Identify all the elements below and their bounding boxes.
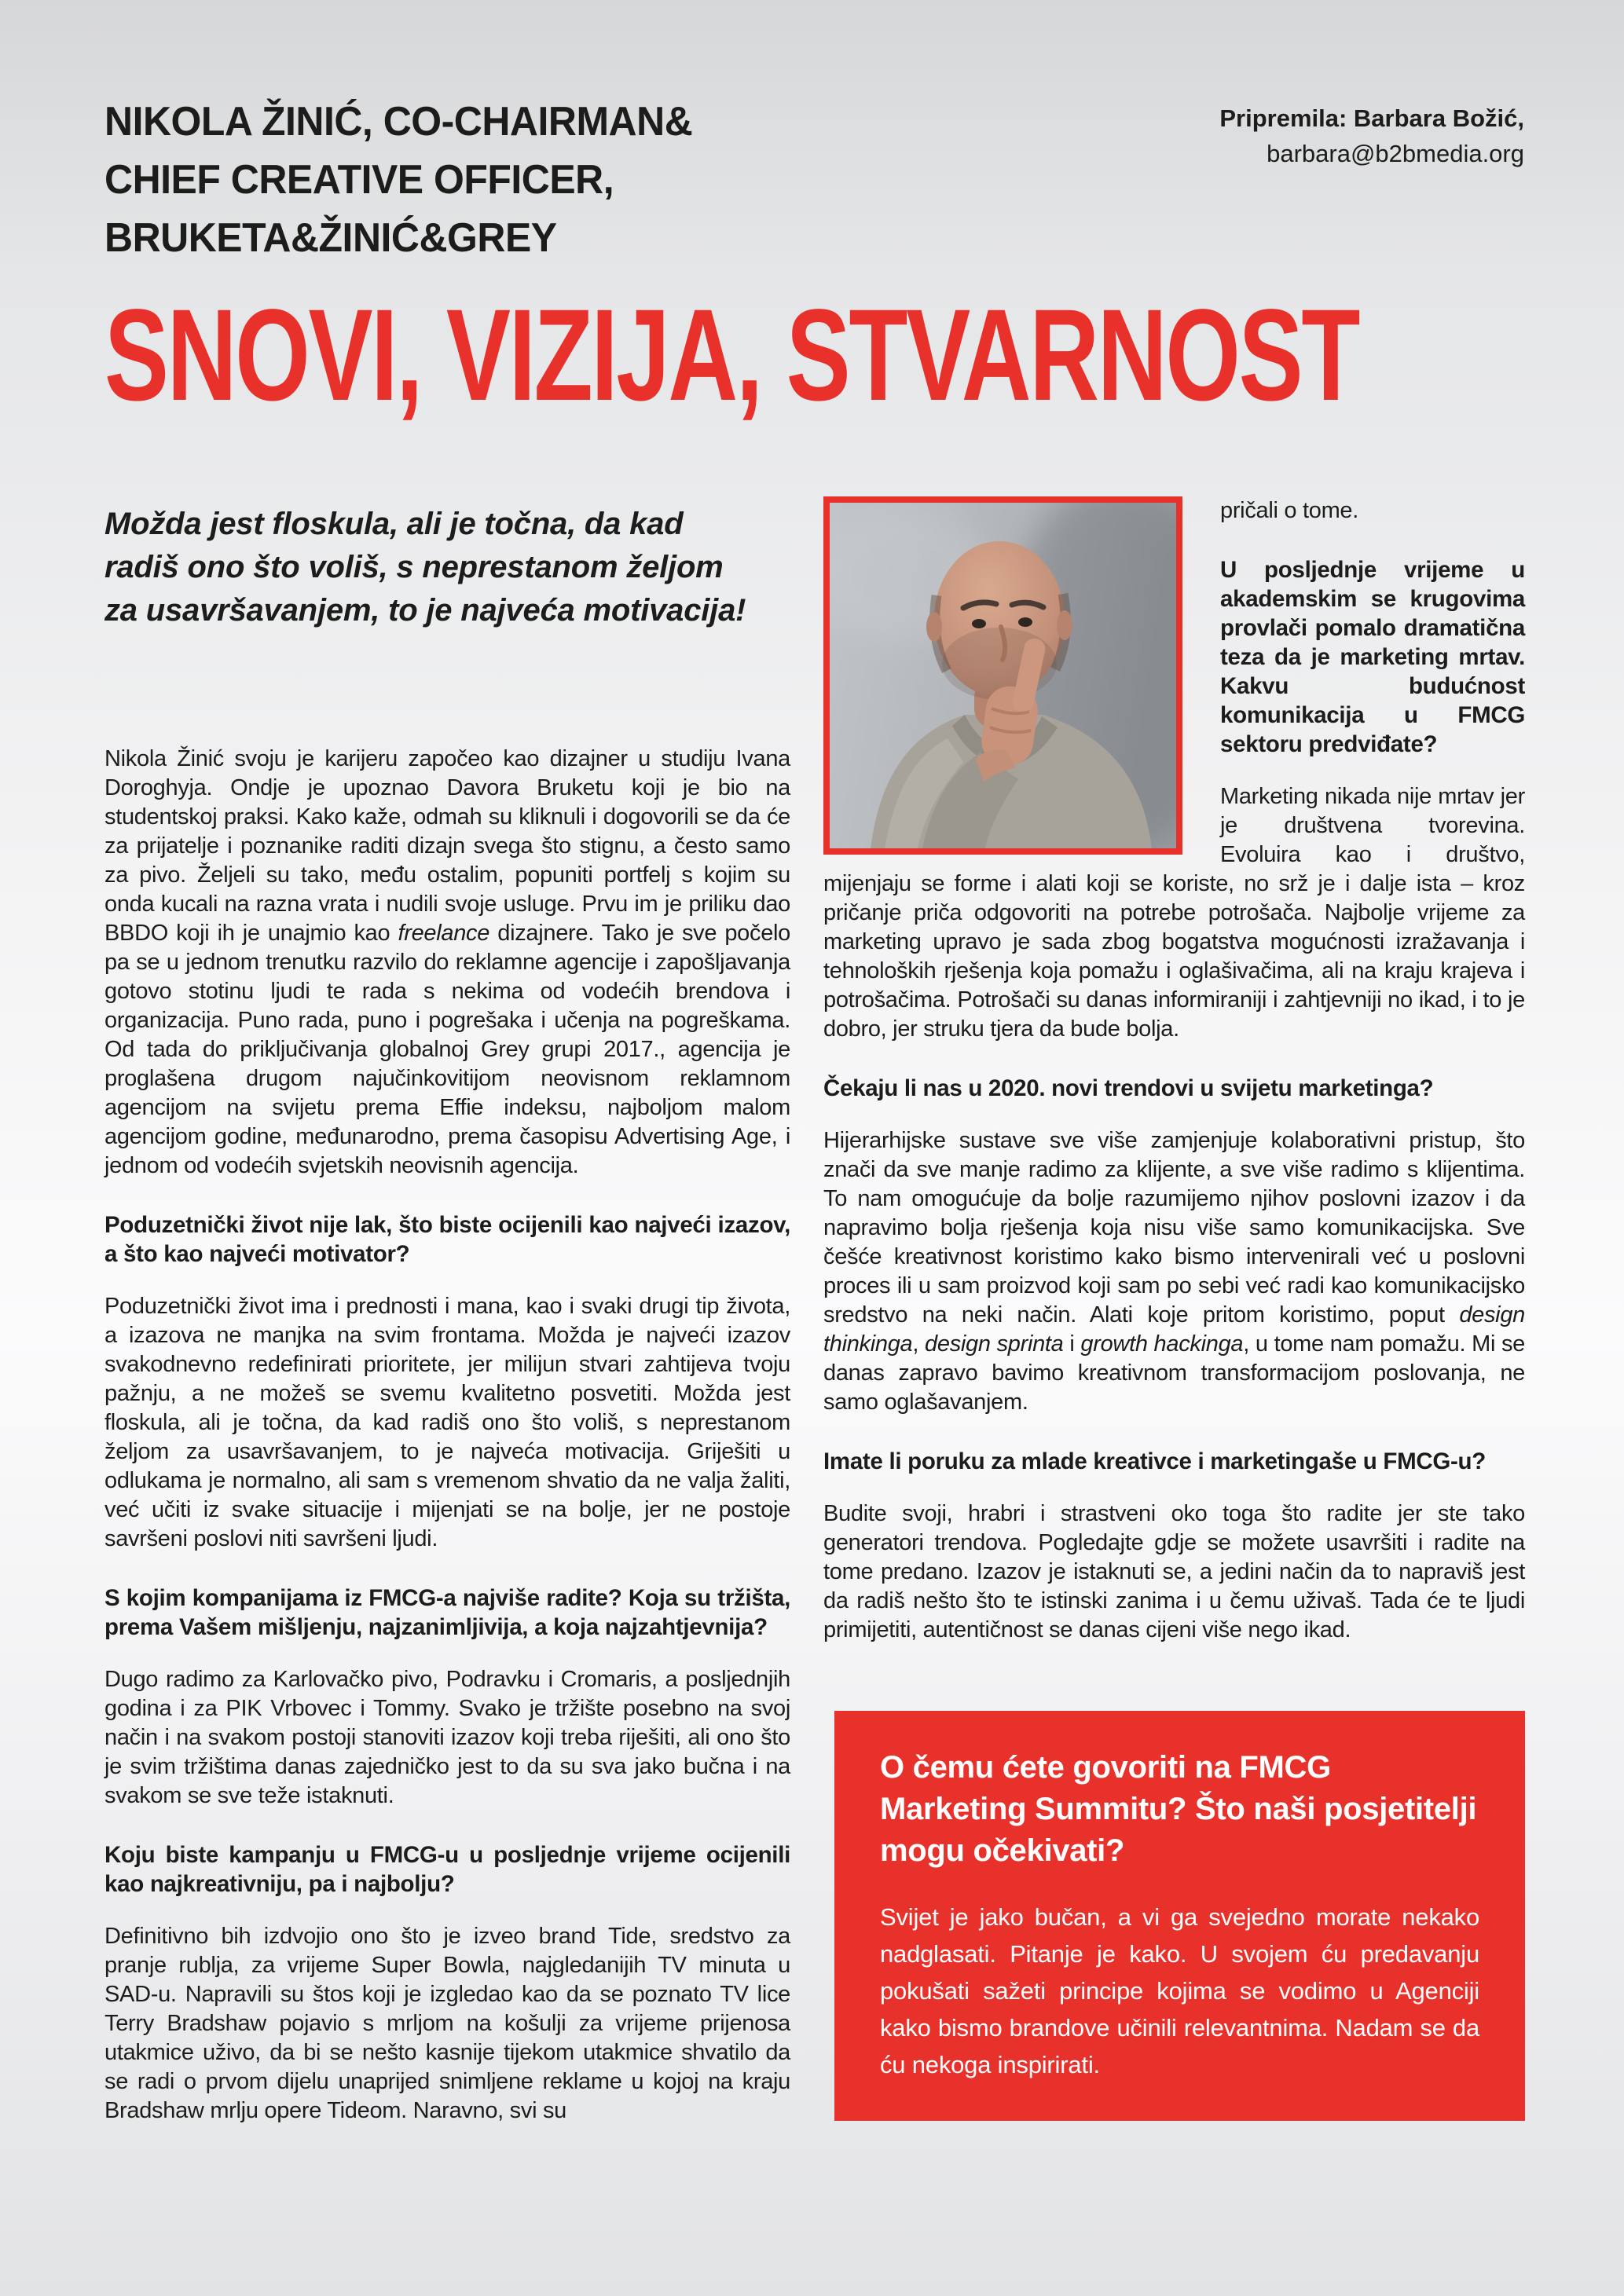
right-column <box>823 496 1525 2121</box>
paragraph-career: Nikola Žinić svoju je karijeru započeo kao dizajner u studiju Ivana Doroghyja. Ondje je upoznao Davora Bruketu koji je bio na studentskoj praksi. Kako kaže, odmah su kliknuli i dogovorili se da će za prijatelje i poznanike raditi dizajn svega što stignu, a često samo za pivo. Željeli su tako, među ostalim, popuniti portfelj s kojim su onda kucali na razna vrata i nudili svoje usluge. Prvu im je priliku dao BBDO koji ih je unajmio kao freelance dizajnere. Tako je sve počelo pa se u jednom trenutku razvilo do reklamne agencije i zapošljavanja gotovo stotinu ljudi te rada s nekima od vodećih brendova i organizacija. Puno rada, puno i pogrešaka i učenja na pogreškama. Od tada do priključivanja globalnoj Grey grupi 2017., agencija je proglašena drugom najučinkovitijom neovisnom reklamnom agencijom na svijetu prema Effie indeksu, najboljom malom agencijom godine, međunarodno, prema časopisu Advertising Age, i jednom od vodećih svjetskih neovisnih agencija. <box>104 746 790 1178</box>
intro-quote: Možda jest floskula, ali je točna, da kad radiš ono što voliš, s neprestanom željom za usavršavanjem, to je najveća motivacija! <box>104 507 746 628</box>
byline-email: barbara@b2bmedia.org <box>1267 140 1524 167</box>
kicker-line-3: BRUKETA&ŽINIĆ&GREY <box>104 215 557 261</box>
byline-author: Pripremila: Barbara Božić, <box>1219 104 1524 132</box>
article-title: SNOVI, VIZIJA, STVARNOST <box>104 283 1359 428</box>
question-message-young: Imate li poruku za mlade kreativce i marketingaše u FMCG-u? <box>823 1448 1486 1474</box>
portrait-photo <box>823 496 1182 855</box>
question-entrepreneur-life: Poduzetnički život nije lak, što biste ocijenili kao najveći izazov, a što kao najveći motivator? <box>104 1212 790 1267</box>
callout-heading: O čemu ćete govoriti na FMCG Marketing Summitu? Što naši posjetitelji mogu očekivati? <box>880 1750 1477 1868</box>
callout-body: Svijet je jako bučan, a vi ga svejedno morate nekako nadglasati. Pitanje je kako. U svojem ću predavanju pokušati sažeti principe kojima se vodimo u Agenciji kako bismo brandove učinili relevantnima. Nadam se da ću nekoga inspirirati. <box>880 1903 1479 2078</box>
kicker-line-2: CHIEF CREATIVE OFFICER, <box>104 157 614 203</box>
left-column <box>104 745 790 2126</box>
byline <box>1219 101 1524 171</box>
fmcg-summit-callout <box>834 1711 1525 2121</box>
answer-best-campaign: Definitivno bih izdvojio ono što je izveo brand Tide, sredstvo za pranje rublja, za vrijeme Super Bowla, najgledanijih TV minuta u SAD-u. Napravili su štos koji je izgledao kao da se poznato TV lice Terry Bradshaw pojavio s mrljom na košulji za vrijeme prijenosa utakmice uživo, da bi se nešto kasnije tijekom utakmice shvatilo da se radi o prvom dijelu unaprijed snimljene reklame u kojoj na kraju Bradshaw mrlju opere Tideom. Naravno, svi su <box>104 1924 790 2123</box>
portrait-photo-illustration <box>830 503 1176 848</box>
question-fmcg-companies: S kojim kompanijama iz FMCG-a najviše radite? Koja su tržišta, prema Vašem mišljenju, najzanimljivija, a koja najzahtjevnija? <box>104 1585 790 1640</box>
question-best-campaign: Koju biste kampanju u FMCG-u u posljednje vrijeme ocijenili kao najkreativniju, pa i najbolju? <box>104 1842 790 1897</box>
article-kicker <box>104 93 692 267</box>
portrait-illustration <box>830 503 1176 848</box>
answer-entrepreneur-life: Poduzetnički život ima i prednosti i mana, kao i svaki drugi tip života, a izazova ne manjka na svim frontama. Možda je najveći izazov svakodnevno redefinirati prioritete, jer milijun stvari zahtijeva tvoju pažnju, a ne možeš se svemu kvalitetno posvetiti. Možda jest floskula, ali je točna, da kad radiš ono što voliš, s neprestanom željom za usavršavanjem, to je najveća motivacija. Griješiti u odlukama je normalno, ali sam s vremenom shvatio da ne valja žaliti, već učiti iz svake situacije i mijenjati se na bolje, jer ne postoje savršeni poslovi niti savršeni ljudi. <box>104 1294 790 1551</box>
kicker-line-1: NIKOLA ŽINIĆ, CO-CHAIRMAN& <box>104 99 693 145</box>
answer-2020-trends: Hijerarhijske sustave sve više zamjenjuje kolaborativni pristup, što znači da sve manje radimo za klijente, a sve više radimo s klijentima. To nam omogućuje da bolje razumijemo njihov poslovni izazov i da napravimo bolja rješenja koja nisu više samo komunikacijska. Sve češće kreativnost koristimo kako bismo intervenirali već u poslovni proces ili u sam proizvod koji sam po sebi već radi kao komunikacijsko sredstvo na neki način. Alati koje pritom koristimo, poput design thinkinga, design sprinta i growth hackinga, u tome nam pomažu. Mi se danas zapravo bavimo kreativnom transformacijom poslovanja, ne samo oglašavanjem. <box>823 1128 1526 1415</box>
question-marketing-dead: U posljednje vrijeme u akademskim se krugovima provlači pomalo dramatična teza da je marketing mrtav. Kakvu budućnost komunikacija u FMCG sektoru predviđate? <box>1220 557 1525 757</box>
question-2020-trends: Čekaju li nas u 2020. novi trendovi u svijetu marketinga? <box>823 1075 1434 1101</box>
continuation-text: pričali o tome. <box>1220 498 1359 523</box>
answer-fmcg-companies: Dugo radimo za Karlovačko pivo, Podravku i Cromaris, a posljednjih godina i za PIK Vrbovec i Tommy. Svako je tržište posebno na svoj način i na svakom postoji stanoviti izazov koji treba riješiti, ali ono što je svim tržištima danas zajedničko jest to da su sva jako bučna i na svakom se sve teže istaknuti. <box>104 1667 790 1808</box>
answer-marketing-dead: Marketing nikada nije mrtav jer je društvena tvorevina. Evoluira kao i društvo, mijenjaju se forme i alati koji se koriste, no srž je i dalje ista – kroz pričanje priča odgovoriti na potrebe potrošača. Najbolje vrijeme za marketing upravo je sada zbog bogatstva mogućnosti izražavanja i tehnoloških rješenja koja pomažu i oglašivačima, ali na kraju krajeva i potrošačima. Potrošači su danas informiraniji i zahtjevniji no ikad, i to je dobro, jer struku tjera da bude bolja. <box>823 784 1525 1042</box>
answer-message-young: Budite svoji, hrabri i strastveni oko toga što radite jer ste tako generatori trendova. Pogledajte gdje se možete usavršiti i radite na tome predano. Izazov je istaknuti se, a jedini način da to napraviš jest da radiš nešto što te istinski zanima i u čemu uživaš. Tada će te ljudi primijetiti, autentičnost se danas cijeni više nego ikad. <box>823 1501 1525 1642</box>
